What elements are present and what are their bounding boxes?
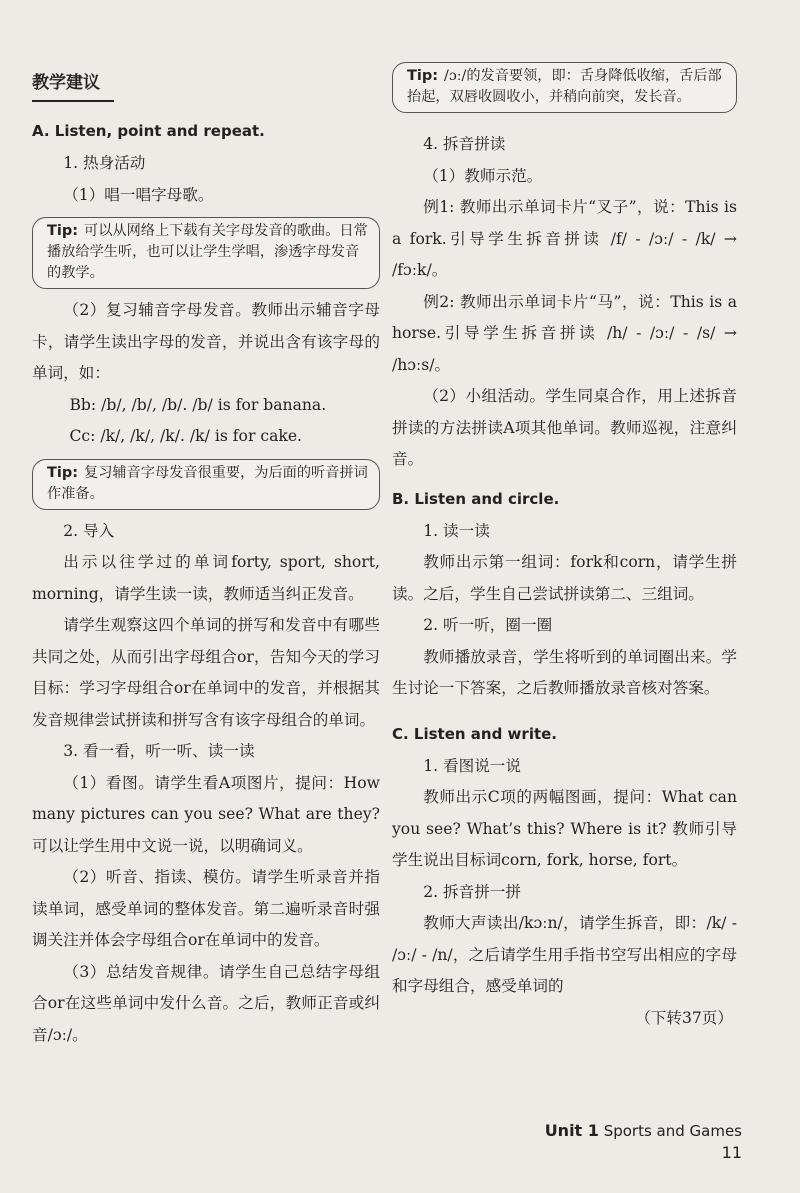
example-b: Bb: /b/, /b/, /b/. /b/ is for banana. xyxy=(69,395,327,414)
tip-text: /ɔː/的发音要领，即：舌身降低收缩，舌后部抬起，双唇收圆收小，并稍向前突，发长音。 xyxy=(407,68,722,105)
tip-text: 可以从网络上下载有关字母发音的歌曲。日常播放给学生听，也可以让学生学唱，渗透字母发音的教学。 xyxy=(47,223,368,281)
tip-box-songs xyxy=(32,217,380,289)
section-c-title: C. Listen and write. xyxy=(392,724,557,743)
page-footer xyxy=(512,1120,742,1164)
tip-label: Tip: xyxy=(47,223,79,239)
intro-label: 2. 导入 xyxy=(63,521,115,540)
page-heading: 教学建议 xyxy=(32,70,114,102)
blending-label: 4. 拆音拼读 xyxy=(423,135,506,153)
intro-paragraph-1: 出示以往学过的单词forty, sport, short, morning，请学生读一读，教师适当纠正发音。 xyxy=(32,553,380,603)
look-say-label: 1. 看图说一说 xyxy=(423,756,521,775)
intro-paragraph-2: 请学生观察这四个单词的拼写和发音中有哪些共同之处，从而引出字母组合or，告知今天的学习目标：学习字母组合or在单词中的发音，并根据其发音规律尝试拼读和拼写含有该字母组合的单词。 xyxy=(32,616,380,729)
tip-label: Tip: xyxy=(47,464,79,481)
spell-paragraph: 教师大声读出/kɔːn/，请学生拆音，即：/k/ - /ɔː/ - /n/，之后请学生用手指书空写出相应的字母和字母组合，感受单词的 xyxy=(392,914,737,995)
group-activity: （2）小组活动。学生同桌合作，用上述拆音拼读的方法拼读A项其他单词。教师巡视，注意纠音。 xyxy=(392,387,737,468)
sing-alphabet: （1）唱一唱字母歌。 xyxy=(63,185,214,204)
example-horse: 例2: 教师出示单词卡片“马”，说：This is a horse.引导学生拆音拼读 /h/ - /ɔː/ - /s/ → /hɔːs/。 xyxy=(392,292,737,374)
footer-unit: Unit 1 xyxy=(544,1121,599,1140)
warmup-label: 1. 热身活动 xyxy=(63,154,146,172)
spell-label: 2. 拆音拼一拼 xyxy=(423,882,521,901)
read-label: 1. 读一读 xyxy=(423,521,490,540)
look-paragraph-2: （2）听音、指读、模仿。请学生听录音并指读单词，感受单词的整体发音。第二遍听录音时强调关注并体会字母组合or在单词中的发音。 xyxy=(32,868,380,949)
look-say-paragraph: 教师出示C项的两幅图画，提问：What can you see? What’s this? Where is it? 教师引导学生说出目标词corn, fork, horse, fort。 xyxy=(392,788,737,869)
left-column xyxy=(32,70,380,1051)
continued-note: （下转37页） xyxy=(635,1008,733,1027)
section-a-title: A. Listen, point and repeat. xyxy=(32,122,265,140)
right-column xyxy=(392,70,737,1033)
review-paragraph: （2）复习辅音字母发音。教师出示辅音字母卡，请学生读出字母的发音，并说出含有该字母的单词，如： xyxy=(32,301,380,382)
tip-box-pronunciation xyxy=(392,62,737,113)
look-paragraph-3: （3）总结发音规律。请学生自己总结字母组合or在这些单词中发什么音。之后，教师正音或纠音/ɔː/。 xyxy=(32,962,380,1044)
tip-box-review xyxy=(32,459,380,510)
page-number: 11 xyxy=(721,1143,742,1162)
look-paragraph-1: （1）看图。请学生看A项图片，提问：How many pictures can you see? What are they? 可以让学生用中文说一说，以明确词义。 xyxy=(32,773,380,855)
tip-label: Tip: xyxy=(407,68,439,84)
footer-title: Sports and Games xyxy=(603,1122,742,1140)
example-fork: 例1: 教师出示单词卡片“叉子”，说：This is a fork.引导学生拆音拼读 /f/ - /ɔː/ - /k/ → /fɔːk/。 xyxy=(392,198,737,279)
tip-text: 复习辅音字母发音很重要，为后面的听音拼词作准备。 xyxy=(47,464,368,502)
read-paragraph: 教师出示第一组词：fork和corn，请学生拼读。之后，学生自己尝试拼读第二、三组词。 xyxy=(392,553,737,603)
example-c: Cc: /k/, /k/, /k/. /k/ is for cake. xyxy=(69,427,303,445)
section-b-title: B. Listen and circle. xyxy=(392,489,560,508)
listen-circle-paragraph: 教师播放录音，学生将听到的单词圈出来。学生讨论一下答案，之后教师播放录音核对答案。 xyxy=(392,647,737,697)
look-listen-label: 3. 看一看，听一听、读一读 xyxy=(63,742,255,760)
teacher-demo-label: （1）教师示范。 xyxy=(423,166,543,185)
listen-circle-label: 2. 听一听，圈一圈 xyxy=(423,616,553,634)
